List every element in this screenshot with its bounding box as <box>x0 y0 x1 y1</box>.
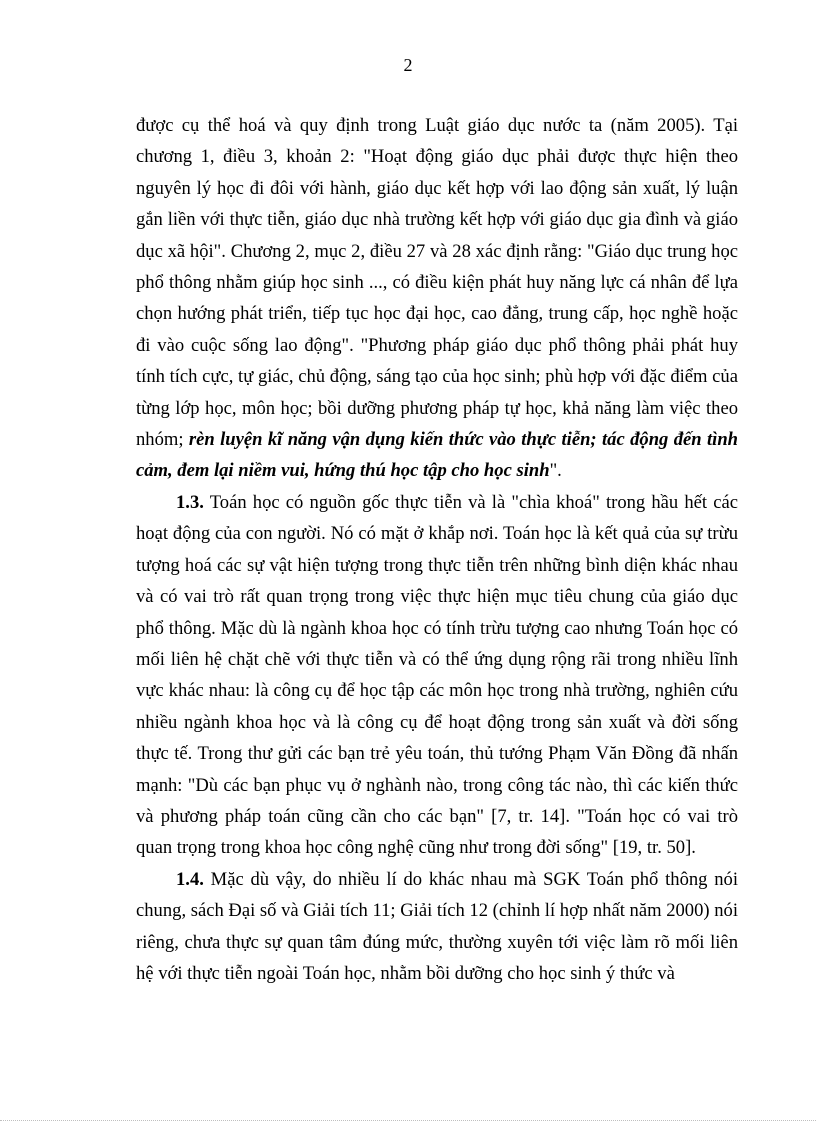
paragraph-1-3 <box>136 487 738 864</box>
paragraph-education-law <box>136 110 738 487</box>
paragraph-1-4 <box>136 864 738 990</box>
paragraph-text: được cụ thể hoá và quy định trong Luật giáo dục nước ta (năm 2005). Tại chương 1, điều 3, khoản 2: "Hoạt động giáo dục phải được thực hiện theo nguyên lý học đi đôi với hành, giáo dục kết hợp với lao động sản xuất, lý luận gắn liền với thực tiễn, giáo dục nhà trường kết hợp với giáo dục gia đình và giáo dục xã hội". Chương 2, mục 2, điều 27 và 28 xác định rằng: "Giáo dục trung học phổ thông nhằm giúp học sinh ..., có điều kiện phát huy năng lực cá nhân để lựa chọn hướng phát triển, tiếp tục học đại học, cao đẳng, trung cấp, học nghề hoặc đi vào cuộc sống lao động". "Phương pháp giáo dục phổ thông phải phát huy tính tích cực, tự giác, chủ động, sáng tạo của học sinh; phù hợp với đặc điểm của từng lớp học, môn học; bồi dưỡng phương pháp tự học, khả năng làm việc theo nhóm; <box>136 115 738 451</box>
page-bottom-divider <box>0 1120 816 1121</box>
emphasized-quote: rèn luyện kĩ năng vận dụng kiến thức vào thực tiễn; tác động đến tình cảm, đem lại niềm vui, hứng thú học tập cho học sinh <box>136 429 738 482</box>
document-body <box>136 110 738 989</box>
paragraph-text-end: ". <box>549 460 562 482</box>
section-number: 1.3. <box>176 491 204 513</box>
paragraph-text: Toán học có nguồn gốc thực tiễn và là "chìa khoá" trong hầu hết các hoạt động của con người. Nó có mặt ở khắp nơi. Toán học là kết quả của sự trừu tượng hoá các sự vật hiện tượng trong thực tiễn trên những bình diện khác nhau và có vai trò rất quan trọng trong việc thực hiện mục tiêu chung của giáo dục phổ thông. Mặc dù là ngành khoa học có tính trừu tượng cao nhưng Toán học có mối liên hệ chặt chẽ với thực tiễn và có thể ứng dụng rộng rãi trong nhiều lĩnh vực khác nhau: là công cụ để học tập các môn học trong nhà trường, nghiên cứu nhiều ngành khoa học và là công cụ để hoạt động trong sản xuất và đời sống thực tế. Trong thư gửi các bạn trẻ yêu toán, thủ tướng Phạm Văn Đồng đã nhấn mạnh: "Dù các bạn phục vụ ở nghành nào, trong công tác nào, thì các kiến thức và phương pháp toán cũng cần cho các bạn" [7, tr. 14]. "Toán học có vai trò quan trọng trong khoa học công nghệ cũng như trong đời sống" [19, tr. 50]. <box>136 491 738 859</box>
page-number: 2 <box>403 55 413 75</box>
section-number: 1.4. <box>176 868 204 890</box>
paragraph-text: Mặc dù vậy, do nhiều lí do khác nhau mà SGK Toán phổ thông nói chung, sách Đại số và Giải tích 11; Giải tích 12 (chỉnh lí hợp nhất năm 2000) nói riêng, chưa thực sự quan tâm đúng mức, thường xuyên tới việc làm rõ mối liên hệ với thực tiễn ngoài Toán học, nhằm bồi dưỡng cho học sinh ý thức và <box>136 868 738 984</box>
